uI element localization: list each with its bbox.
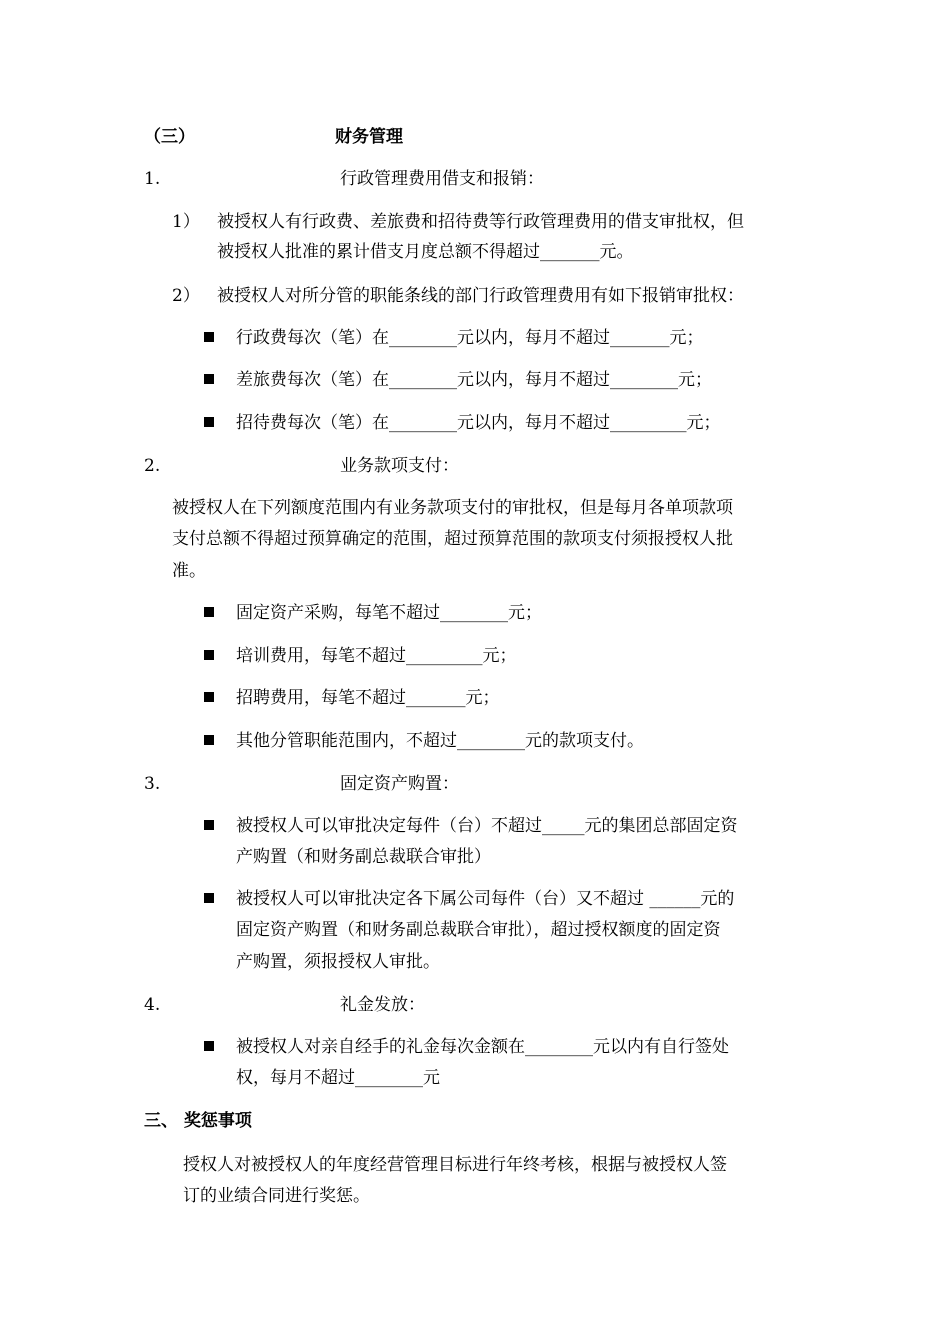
item-3-bullet-1-line-1: 被授权人可以审批决定每件（台）不超过_____元的集团总部固定资 — [236, 816, 738, 836]
item-3-number: 3. — [144, 774, 161, 794]
item-1-sub-1-number: 1） — [172, 212, 200, 232]
item-2-para-line-3: 准。 — [172, 561, 206, 581]
section-title: 财务管理 — [335, 127, 403, 147]
rewards-section-title: 三、 奖惩事项 — [144, 1111, 252, 1131]
item-2-bullet-1: 固定资产采购，每笔不超过________元； — [236, 603, 542, 623]
bullet-icon — [204, 1041, 214, 1051]
bullet-icon — [204, 820, 214, 830]
item-1-bullet-1: 行政费每次（笔）在________元以内，每月不超过_______元； — [236, 328, 704, 348]
item-1-number: 1. — [144, 169, 161, 189]
bullet-icon — [204, 735, 214, 745]
rewards-para-line-1: 授权人对被授权人的年度经营管理目标进行年终考核，根据与被授权人签 — [183, 1155, 727, 1175]
item-1-sub-1-line-1: 被授权人有行政费、差旅费和招待费等行政管理费用的借支审批权，但 — [217, 212, 744, 232]
item-2-para-line-1: 被授权人在下列额度范围内有业务款项支付的审批权，但是每月各单项款项 — [172, 498, 733, 518]
item-3-bullet-2-line-3: 产购置，须报授权人审批。 — [236, 952, 440, 972]
item-2-bullet-4: 其他分管职能范围内，不超过________元的款项支付。 — [236, 731, 644, 751]
item-1-bullet-2: 差旅费每次（笔）在________元以内，每月不超过________元； — [236, 370, 712, 390]
item-3-bullet-2-line-2: 固定资产购置（和财务副总裁联合审批），超过授权额度的固定资 — [236, 920, 721, 940]
item-2-bullet-2: 培训费用，每笔不超过_________元； — [236, 646, 517, 666]
item-1-bullet-3: 招待费每次（笔）在________元以内，每月不超过_________元； — [236, 413, 721, 433]
item-1-title: 行政管理费用借支和报销： — [340, 169, 544, 189]
bullet-icon — [204, 607, 214, 617]
bullet-icon — [204, 374, 214, 384]
item-1-sub-2-line-1: 被授权人对所分管的职能条线的部门行政管理费用有如下报销审批权： — [217, 286, 744, 306]
bullet-icon — [204, 332, 214, 342]
item-3-bullet-1-line-2: 产购置（和财务副总裁联合审批） — [236, 847, 491, 867]
bullet-icon — [204, 650, 214, 660]
item-1-sub-1-line-2: 被授权人批准的累计借支月度总额不得超过_______元。 — [217, 242, 634, 262]
rewards-para-line-2: 订的业绩合同进行奖惩。 — [183, 1186, 370, 1206]
item-4-title: 礼金发放： — [340, 995, 425, 1015]
item-1-sub-2-number: 2） — [172, 286, 200, 306]
bullet-icon — [204, 893, 214, 903]
item-3-bullet-2-line-1: 被授权人可以审批决定各下属公司每件（台）又不超过 ______元的 — [236, 889, 735, 909]
item-3-title: 固定资产购置： — [340, 774, 459, 794]
item-2-bullet-3: 招聘费用，每笔不超过_______元； — [236, 688, 500, 708]
item-2-number: 2. — [144, 456, 161, 476]
bullet-icon — [204, 417, 214, 427]
item-4-bullet-1-line-2: 权，每月不超过________元 — [236, 1068, 440, 1088]
item-4-number: 4. — [144, 995, 161, 1015]
item-2-title: 业务款项支付： — [340, 456, 459, 476]
bullet-icon — [204, 692, 214, 702]
section-number: （三） — [144, 127, 195, 147]
item-2-para-line-2: 支付总额不得超过预算确定的范围，超过预算范围的款项支付须报授权人批 — [172, 529, 733, 549]
item-4-bullet-1-line-1: 被授权人对亲自经手的礼金每次金额在________元以内有自行签处 — [236, 1037, 729, 1057]
